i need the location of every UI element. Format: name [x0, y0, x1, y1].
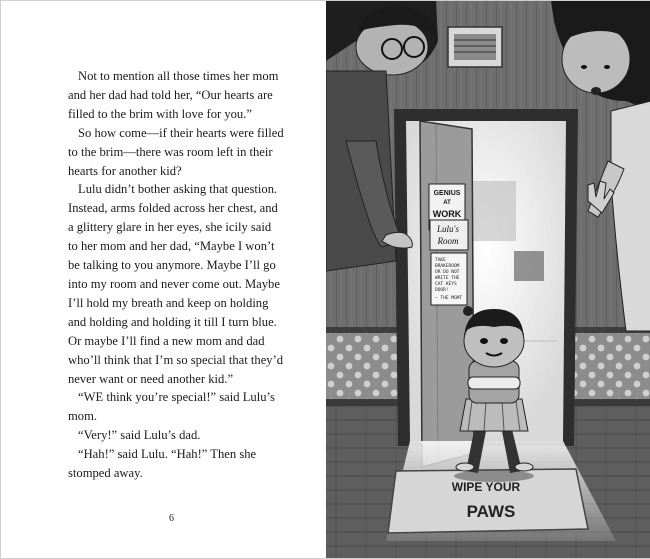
text-line: and holding and holding it till I turn blue. — [68, 314, 277, 329]
text-line: Or maybe I’ll find a new mom and dad — [68, 333, 265, 348]
text-line: I’ll hold my breath and keep on holding — [68, 295, 269, 310]
story-text — [68, 67, 318, 483]
text-line: Lulu didn’t bother asking that question. — [78, 182, 278, 197]
door-note — [431, 253, 467, 305]
text-line: mom. — [68, 409, 98, 424]
illustration-page — [326, 1, 650, 558]
text-line: “Very!” said Lulu’s dad. — [78, 428, 201, 443]
svg-text:— THE MGMT: — THE MGMT — [435, 296, 463, 301]
text-line: a glittery glare in her eyes, she icily said — [68, 220, 272, 235]
illustration — [326, 1, 650, 558]
text-line: Not to mention all those times her mom — [78, 69, 279, 83]
text-line: “Hah!” said Lulu. “Hah!” Then she — [78, 447, 257, 462]
air-vent — [448, 27, 502, 67]
text-line: filled to the brim with love for you.” — [68, 106, 252, 121]
lulus-room-sign — [430, 220, 468, 250]
svg-text:PAWS: PAWS — [466, 502, 516, 521]
text-page — [1, 1, 326, 558]
text-line: into my room and never come out. Maybe — [68, 276, 280, 291]
text-line: hearts for another kid? — [68, 163, 182, 178]
door-knob — [463, 306, 473, 316]
svg-text:OR DO NOT: OR DO NOT — [435, 270, 460, 275]
text-line: who’ll think that I’m so special that they’d — [68, 352, 284, 367]
svg-text:AT: AT — [443, 200, 451, 206]
text-line: “WE think you’re special!” said Lulu’s — [78, 390, 275, 405]
text-line: to the brim—there was room left in their — [68, 144, 273, 159]
text-line: to her mom and her dad, “Maybe I won’t — [68, 239, 275, 254]
svg-text:WORK: WORK — [432, 209, 462, 219]
svg-text:WRITE THE: WRITE THE — [435, 276, 460, 281]
text-line: never want or need another kid.” — [68, 371, 234, 386]
text-line: So how come—if their hearts were filled — [78, 125, 284, 140]
svg-text:WIPE YOUR: WIPE YOUR — [451, 480, 521, 494]
text-line: Instead, arms folded across her chest, and — [68, 201, 278, 216]
svg-text:BRAKEROOM: BRAKEROOM — [435, 264, 460, 269]
page-number: 6 — [169, 513, 174, 524]
svg-text:TAKE: TAKE — [435, 258, 446, 263]
svg-text:GENIUS: GENIUS — [433, 190, 461, 197]
svg-text:Room: Room — [437, 236, 459, 246]
text-line: be talking to you anymore. Maybe I’ll go — [68, 258, 276, 273]
svg-text:DOOR!: DOOR! — [435, 288, 449, 293]
svg-text:Lulu's: Lulu's — [437, 224, 459, 234]
text-line: stomped away. — [68, 466, 143, 481]
svg-text:CAT KEYS: CAT KEYS — [435, 282, 457, 287]
text-line: and her dad had told her, “Our hearts are — [68, 87, 273, 102]
